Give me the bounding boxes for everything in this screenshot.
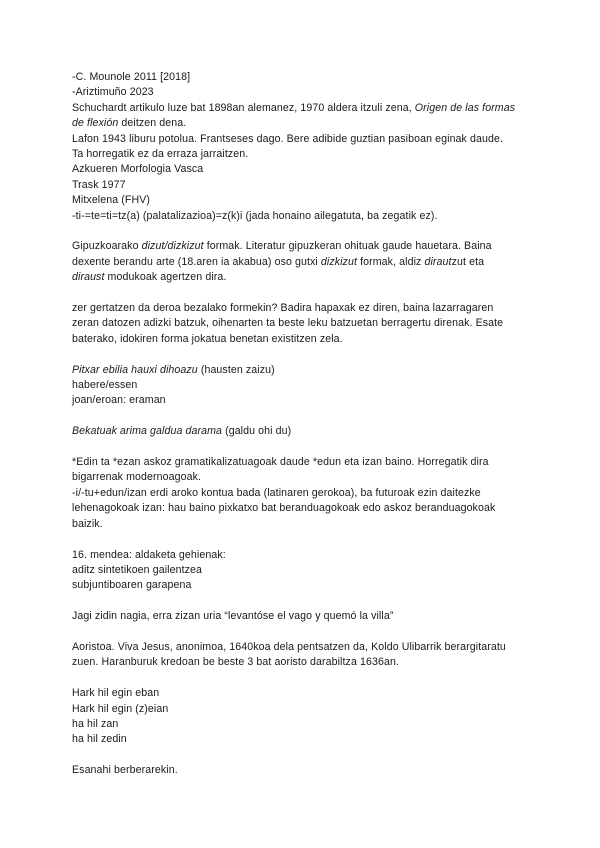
text-line: -Ariztimuño 2023: [72, 86, 154, 99]
text-line: Hark hil egin eban: [72, 687, 160, 700]
text-line: -i/-tu+edun/izan erdi aroko kontua bada (latinaren gerokoa), ba futuroak ezin daitezke: [72, 486, 481, 499]
italic-title: Origen de las formas: [414, 101, 516, 114]
paragraph-aoristoa: [72, 640, 542, 671]
text-run: (hausten zaizu): [197, 363, 275, 376]
text-line: *Edin ta *ezan askoz gramatikalizatuagoak daude *edun eta izan baino. Horregatik dira: [72, 456, 489, 469]
text-run: eta: [466, 255, 485, 268]
paragraph-gap: [72, 625, 542, 640]
example-bekatuak: [72, 424, 542, 439]
text-line: Jagi zidin nagia, erra zizan uria “levantóse el vago y quemó la villa”: [72, 610, 394, 623]
paragraph-gap: [72, 748, 542, 763]
example-pitxar: [72, 363, 542, 409]
text-line: bigarrenak modernoagoak.: [72, 471, 202, 484]
text-line: aditz sintetikoen gailentzea: [72, 563, 203, 576]
text-line: subjuntiboaren garapena: [72, 579, 192, 592]
paragraph-gap: [72, 440, 542, 455]
text-line: [72, 101, 542, 116]
paragraph-edin-ezan: [72, 455, 542, 532]
text-run: formak. Literatur gipuzkeran ohituak gaude hauetara. Baina: [203, 240, 492, 253]
italic-title: de flexión: [72, 117, 119, 130]
text-line: Hark hil egin (z)eian: [72, 702, 169, 715]
text-line: Ta horregatik ez da erraza jarraitzen.: [72, 148, 249, 161]
paragraph-gap: [72, 347, 542, 362]
text-line: ha hil zedin: [72, 733, 127, 746]
text-run: Gipuzkoarako: [72, 240, 142, 253]
text-line: lehenagokoak izan: hau baino pixkatxo bat beranduagokoak edo askoz beranduagokoak: [72, 502, 496, 515]
text-line: Azkueren Morfologia Vasca: [72, 163, 204, 176]
text-run: deitzen dena.: [118, 117, 187, 130]
paragraph-gap: [72, 594, 542, 609]
text-line: ha hil zan: [72, 717, 119, 730]
text-line: baizik.: [72, 517, 103, 530]
italic-form: diraut: [424, 255, 452, 268]
text-line: baterako, idokiren forma jokatua benetan existitzen zela.: [72, 332, 343, 345]
text-line: [72, 255, 542, 270]
italic-example: Pitxar ebilia hauxi dihoazu: [72, 363, 198, 376]
paragraph-gipuzkoa-forms: [72, 239, 542, 285]
text-run: Schuchardt artikulo luze bat 1898an alemanez, 1970 aldera itzuli zena,: [72, 101, 415, 114]
paragraph-gap: [72, 224, 542, 239]
paragraph-deroa: [72, 301, 542, 347]
paragraph-gap: [72, 286, 542, 301]
text-line: Mitxelena (FHV): [72, 194, 151, 207]
paragraph-gap: [72, 409, 542, 424]
text-line: joan/eroan: eraman: [72, 394, 166, 407]
text-run: formak, aldiz: [357, 255, 425, 268]
text-run: zut: [451, 255, 467, 268]
example-hark-hil: [72, 686, 542, 748]
italic-form: dizut/dizkizut: [141, 240, 204, 253]
italic-example: Bekatuak arima galdua darama: [72, 425, 223, 438]
text-line: zer gertatzen da deroa bezalako formekin? Badira hapaxak ez diren, baina lazarragaren: [72, 302, 494, 315]
text-line: Aoristoa. Viva Jesus, anonimoa, 1640koa dela pentsatzen da, Koldo Ulibarrik berargitaratu: [72, 640, 506, 653]
text-line: Trask 1977: [72, 178, 126, 191]
references-block: [72, 70, 542, 224]
text-run: modukoak agertzen dira.: [104, 271, 227, 284]
text-line: zuen. Haranburuk kredoan be beste 3 bat aoristo darabiltza 1636an.: [72, 656, 399, 669]
text-line: -C. Mounole 2011 [2018]: [72, 71, 191, 83]
text-line: [72, 424, 542, 439]
text-line: zeran datozen adizki batzuk, oihenarten ta beste leku batzuetan berragertu direnak. Esate: [72, 317, 504, 330]
italic-form: diraust: [72, 271, 105, 284]
text-line: -ti-=te=ti=tz(a) (palatalizazioa)=z(k)i (jada honaino ailegatuta, ba zegatik ez).: [72, 209, 438, 222]
paragraph-gap: [72, 532, 542, 547]
italic-form: dizkizut: [320, 255, 358, 268]
paragraph-16th-century: [72, 548, 542, 594]
text-line: habere/essen: [72, 379, 138, 392]
text-line: [72, 116, 542, 131]
text-line: Lafon 1943 liburu potolua. Frantseses dago. Bere adibide guztian pasiboan eginak daude.: [72, 132, 503, 145]
text-line: [72, 363, 542, 378]
closing-line: [72, 763, 542, 778]
text-line: 16. mendea: aldaketa gehienak:: [72, 548, 226, 561]
document-body: [72, 70, 542, 779]
text-run: dexente berandu arte (18.aren ia akabua) oso gutxi: [72, 255, 321, 268]
text-line: [72, 239, 542, 254]
text-line: Esanahi berberarekin.: [72, 764, 178, 777]
paragraph-gap: [72, 671, 542, 686]
example-jagi: [72, 609, 542, 624]
text-line: [72, 270, 542, 285]
text-run: (galdu ohi du): [222, 425, 292, 438]
